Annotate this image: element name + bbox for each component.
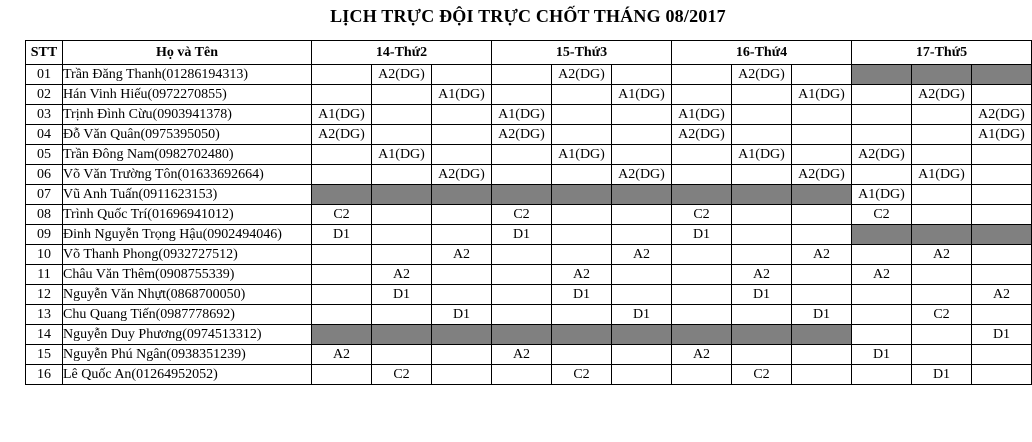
duty-cell[interactable] <box>972 365 1032 385</box>
duty-cell[interactable]: A2(DG) <box>912 85 972 105</box>
duty-cell[interactable] <box>792 225 852 245</box>
row-stt: 13 <box>26 305 63 325</box>
duty-schedule-table <box>25 40 1032 385</box>
row-stt: 15 <box>26 345 63 365</box>
row-stt: 10 <box>26 245 63 265</box>
table-row[interactable] <box>26 345 1032 365</box>
duty-cell[interactable] <box>912 125 972 145</box>
duty-cell[interactable]: C2 <box>732 365 792 385</box>
duty-cell[interactable]: C2 <box>372 365 432 385</box>
duty-cell[interactable] <box>612 105 672 125</box>
duty-cell[interactable]: C2 <box>312 205 372 225</box>
duty-cell[interactable]: A2 <box>672 345 732 365</box>
duty-cell[interactable] <box>672 365 732 385</box>
duty-cell[interactable] <box>612 205 672 225</box>
table-row[interactable] <box>26 325 1032 345</box>
duty-cell[interactable]: A1(DG) <box>672 105 732 125</box>
duty-cell[interactable] <box>432 345 492 365</box>
duty-cell[interactable] <box>492 305 552 325</box>
duty-cell[interactable] <box>612 145 672 165</box>
shaded-cell[interactable] <box>732 325 792 345</box>
shaded-cell[interactable] <box>612 325 672 345</box>
duty-cell[interactable] <box>552 245 612 265</box>
duty-cell[interactable]: C2 <box>852 205 912 225</box>
duty-cell[interactable] <box>492 365 552 385</box>
duty-cell[interactable] <box>972 145 1032 165</box>
duty-cell[interactable]: A2(DG) <box>972 105 1032 125</box>
duty-cell[interactable]: D1 <box>372 285 432 305</box>
duty-cell[interactable] <box>732 165 792 185</box>
duty-cell[interactable]: D1 <box>792 305 852 325</box>
duty-cell[interactable]: A1(DG) <box>432 85 492 105</box>
row-name: Lê Quốc An(01264952052) <box>63 365 312 385</box>
duty-cell[interactable]: A2 <box>372 265 432 285</box>
duty-cell[interactable]: A1(DG) <box>792 85 852 105</box>
shaded-cell[interactable] <box>732 185 792 205</box>
row-name: Châu Văn Thêm(0908755339) <box>63 265 312 285</box>
row-stt: 11 <box>26 265 63 285</box>
shaded-cell[interactable] <box>312 325 372 345</box>
duty-cell[interactable]: A2(DG) <box>312 125 372 145</box>
duty-cell[interactable] <box>432 365 492 385</box>
duty-cell[interactable] <box>732 345 792 365</box>
shaded-cell[interactable] <box>852 65 912 85</box>
duty-cell[interactable] <box>552 165 612 185</box>
duty-cell[interactable] <box>552 205 612 225</box>
duty-cell[interactable] <box>492 265 552 285</box>
table-row[interactable] <box>26 65 1032 85</box>
duty-cell[interactable] <box>672 285 732 305</box>
duty-cell[interactable] <box>912 325 972 345</box>
schedule-body <box>26 65 1032 385</box>
duty-cell[interactable]: C2 <box>492 205 552 225</box>
duty-cell[interactable] <box>312 265 372 285</box>
row-name: Trịnh Đình Cừu(0903941378) <box>63 105 312 125</box>
duty-cell[interactable] <box>372 125 432 145</box>
duty-cell[interactable] <box>672 305 732 325</box>
duty-cell[interactable] <box>792 345 852 365</box>
duty-cell[interactable] <box>552 345 612 365</box>
duty-cell[interactable] <box>432 285 492 305</box>
duty-cell[interactable]: D1 <box>312 225 372 245</box>
row-name: Trần Đông Nam(0982702480) <box>63 145 312 165</box>
shaded-cell[interactable] <box>372 185 432 205</box>
row-name: Hán Vinh Hiếu(0972270855) <box>63 85 312 105</box>
table-row[interactable] <box>26 105 1032 125</box>
duty-cell[interactable]: A1(DG) <box>972 125 1032 145</box>
duty-cell[interactable]: C2 <box>552 365 612 385</box>
row-name: Vũ Anh Tuấn(0911623153) <box>63 185 312 205</box>
shaded-cell[interactable] <box>492 185 552 205</box>
duty-cell[interactable] <box>732 85 792 105</box>
duty-cell[interactable]: D1 <box>912 365 972 385</box>
page-title: LỊCH TRỰC ĐỘI TRỰC CHỐT THÁNG 08/2017 <box>330 6 726 26</box>
shaded-cell[interactable] <box>372 325 432 345</box>
duty-cell[interactable] <box>672 85 732 105</box>
duty-cell[interactable]: A2 <box>792 245 852 265</box>
shaded-cell[interactable] <box>972 65 1032 85</box>
duty-cell[interactable]: A2(DG) <box>672 125 732 145</box>
table-row[interactable] <box>26 145 1032 165</box>
duty-cell[interactable] <box>372 105 432 125</box>
duty-cell[interactable] <box>432 145 492 165</box>
shaded-cell[interactable] <box>672 325 732 345</box>
duty-cell[interactable]: A1(DG) <box>552 145 612 165</box>
duty-cell[interactable] <box>672 245 732 265</box>
duty-cell[interactable] <box>972 165 1032 185</box>
row-stt: 16 <box>26 365 63 385</box>
table-row[interactable] <box>26 365 1032 385</box>
duty-cell[interactable]: A2(DG) <box>852 145 912 165</box>
table-row[interactable] <box>26 285 1032 305</box>
shaded-cell[interactable] <box>852 225 912 245</box>
duty-cell[interactable] <box>432 105 492 125</box>
duty-cell[interactable] <box>912 285 972 305</box>
duty-cell[interactable] <box>972 205 1032 225</box>
duty-cell[interactable] <box>852 305 912 325</box>
row-name: Nguyễn Phú Ngân(0938351239) <box>63 345 312 365</box>
shaded-cell[interactable] <box>552 185 612 205</box>
table-row[interactable] <box>26 205 1032 225</box>
duty-cell[interactable]: A1(DG) <box>372 145 432 165</box>
duty-cell[interactable] <box>312 285 372 305</box>
duty-cell[interactable] <box>852 125 912 145</box>
duty-cell[interactable]: D1 <box>732 285 792 305</box>
duty-cell[interactable] <box>492 165 552 185</box>
row-stt: 01 <box>26 65 63 85</box>
duty-cell[interactable] <box>972 245 1032 265</box>
duty-cell[interactable] <box>972 345 1032 365</box>
duty-cell[interactable] <box>432 225 492 245</box>
duty-cell[interactable] <box>912 105 972 125</box>
shaded-cell[interactable] <box>912 225 972 245</box>
duty-cell[interactable]: A1(DG) <box>312 105 372 125</box>
shaded-cell[interactable] <box>792 325 852 345</box>
shaded-cell[interactable] <box>612 185 672 205</box>
duty-cell[interactable] <box>972 85 1032 105</box>
duty-cell[interactable] <box>312 365 372 385</box>
row-stt: 03 <box>26 105 63 125</box>
shaded-cell[interactable] <box>912 65 972 85</box>
duty-cell[interactable] <box>912 185 972 205</box>
row-name: Trần Đăng Thanh(01286194313) <box>63 65 312 85</box>
row-stt: 06 <box>26 165 63 185</box>
duty-cell[interactable] <box>612 225 672 245</box>
duty-cell[interactable] <box>612 125 672 145</box>
duty-cell[interactable] <box>612 285 672 305</box>
duty-cell[interactable] <box>372 165 432 185</box>
shaded-cell[interactable] <box>792 185 852 205</box>
header-day-4: 17-Thứ5 <box>852 41 1032 65</box>
duty-cell[interactable]: A2 <box>852 265 912 285</box>
duty-cell[interactable] <box>492 285 552 305</box>
shaded-cell[interactable] <box>492 325 552 345</box>
duty-cell[interactable]: A2 <box>492 345 552 365</box>
duty-cell[interactable] <box>852 285 912 305</box>
duty-cell[interactable] <box>672 165 732 185</box>
duty-cell[interactable] <box>852 165 912 185</box>
duty-cell[interactable] <box>552 225 612 245</box>
duty-cell[interactable] <box>492 145 552 165</box>
duty-cell[interactable]: A2 <box>912 245 972 265</box>
duty-cell[interactable]: A2 <box>552 265 612 285</box>
duty-cell[interactable]: D1 <box>432 305 492 325</box>
table-row[interactable] <box>26 225 1032 245</box>
duty-cell[interactable] <box>732 125 792 145</box>
duty-cell[interactable] <box>732 205 792 225</box>
duty-cell[interactable] <box>912 145 972 165</box>
duty-cell[interactable] <box>672 145 732 165</box>
duty-cell[interactable] <box>552 85 612 105</box>
duty-cell[interactable] <box>612 265 672 285</box>
row-stt: 07 <box>26 185 63 205</box>
header-day-1: 14-Thứ2 <box>312 41 492 65</box>
duty-cell[interactable] <box>972 185 1032 205</box>
duty-cell[interactable]: A1(DG) <box>732 145 792 165</box>
shaded-cell[interactable] <box>312 185 372 205</box>
duty-cell[interactable] <box>852 365 912 385</box>
table-row[interactable] <box>26 245 1032 265</box>
duty-cell[interactable]: D1 <box>492 225 552 245</box>
shaded-cell[interactable] <box>972 225 1032 245</box>
duty-cell[interactable]: D1 <box>852 345 912 365</box>
row-stt: 04 <box>26 125 63 145</box>
row-stt: 08 <box>26 205 63 225</box>
row-name: Chu Quang Tiến(0987778692) <box>63 305 312 325</box>
duty-cell[interactable]: D1 <box>552 285 612 305</box>
duty-cell[interactable] <box>792 365 852 385</box>
duty-cell[interactable]: A2(DG) <box>492 125 552 145</box>
duty-cell[interactable] <box>972 265 1032 285</box>
row-stt: 09 <box>26 225 63 245</box>
duty-cell[interactable]: A1(DG) <box>612 85 672 105</box>
duty-cell[interactable]: C2 <box>912 305 972 325</box>
duty-cell[interactable]: A2(DG) <box>372 65 432 85</box>
duty-cell[interactable] <box>312 65 372 85</box>
duty-cell[interactable] <box>432 65 492 85</box>
row-name: Đinh Nguyễn Trọng Hậu(0902494046) <box>63 225 312 245</box>
row-stt: 14 <box>26 325 63 345</box>
duty-cell[interactable] <box>372 345 432 365</box>
duty-cell[interactable]: A2 <box>312 345 372 365</box>
duty-cell[interactable] <box>852 105 912 125</box>
duty-cell[interactable] <box>792 285 852 305</box>
duty-cell[interactable] <box>792 145 852 165</box>
duty-cell[interactable]: A2(DG) <box>732 65 792 85</box>
duty-cell[interactable]: A1(DG) <box>912 165 972 185</box>
row-name: Đỗ Văn Quân(0975395050) <box>63 125 312 145</box>
duty-cell[interactable]: A2 <box>732 265 792 285</box>
duty-cell[interactable] <box>612 65 672 85</box>
row-stt: 05 <box>26 145 63 165</box>
duty-cell[interactable] <box>912 345 972 365</box>
duty-cell[interactable] <box>672 265 732 285</box>
header-row <box>26 41 1032 65</box>
duty-cell[interactable] <box>612 365 672 385</box>
duty-cell[interactable] <box>492 245 552 265</box>
shaded-cell[interactable] <box>432 185 492 205</box>
header-day-2: 15-Thứ3 <box>492 41 672 65</box>
duty-cell[interactable] <box>732 305 792 325</box>
row-name: Võ Văn Trường Tôn(01633692664) <box>63 165 312 185</box>
duty-cell[interactable]: A2(DG) <box>792 165 852 185</box>
duty-cell[interactable] <box>552 305 612 325</box>
row-stt: 02 <box>26 85 63 105</box>
duty-cell[interactable]: C2 <box>672 205 732 225</box>
duty-cell[interactable] <box>792 205 852 225</box>
table-row[interactable] <box>26 185 1032 205</box>
duty-cell[interactable] <box>792 265 852 285</box>
duty-cell[interactable]: D1 <box>972 325 1032 345</box>
duty-cell[interactable]: A2 <box>972 285 1032 305</box>
duty-cell[interactable] <box>312 85 372 105</box>
table-row[interactable] <box>26 305 1032 325</box>
duty-cell[interactable]: D1 <box>612 305 672 325</box>
table-row[interactable] <box>26 85 1032 105</box>
row-name: Võ Thanh Phong(0932727512) <box>63 245 312 265</box>
duty-cell[interactable]: A2 <box>612 245 672 265</box>
header-name: Họ và Tên <box>63 41 312 65</box>
duty-cell[interactable] <box>372 85 432 105</box>
table-row[interactable] <box>26 265 1032 285</box>
duty-cell[interactable] <box>732 225 792 245</box>
duty-cell[interactable]: D1 <box>672 225 732 245</box>
duty-cell[interactable] <box>312 305 372 325</box>
duty-cell[interactable] <box>732 105 792 125</box>
duty-cell[interactable] <box>372 205 432 225</box>
duty-cell[interactable] <box>852 245 912 265</box>
header-day-3: 16-Thứ4 <box>672 41 852 65</box>
table-row[interactable] <box>26 125 1032 145</box>
header-stt: STT <box>26 41 63 65</box>
duty-cell[interactable]: A1(DG) <box>492 105 552 125</box>
duty-cell[interactable] <box>972 305 1032 325</box>
duty-cell[interactable] <box>372 225 432 245</box>
duty-cell[interactable] <box>852 85 912 105</box>
duty-cell[interactable] <box>312 145 372 165</box>
duty-cell[interactable] <box>792 125 852 145</box>
duty-cell[interactable] <box>912 265 972 285</box>
duty-cell[interactable]: A2 <box>432 245 492 265</box>
duty-cell[interactable] <box>672 65 732 85</box>
duty-cell[interactable]: A2(DG) <box>432 165 492 185</box>
duty-cell[interactable] <box>372 245 432 265</box>
duty-cell[interactable]: A1(DG) <box>852 185 912 205</box>
duty-cell[interactable] <box>732 245 792 265</box>
row-name: Nguyễn Duy Phương(0974513312) <box>63 325 312 345</box>
duty-cell[interactable] <box>492 85 552 105</box>
duty-cell[interactable] <box>432 205 492 225</box>
row-stt: 12 <box>26 285 63 305</box>
duty-cell[interactable] <box>912 205 972 225</box>
shaded-cell[interactable] <box>672 185 732 205</box>
duty-cell[interactable] <box>852 325 912 345</box>
duty-cell[interactable] <box>372 305 432 325</box>
row-name: Trình Quốc Trí(01696941012) <box>63 205 312 225</box>
duty-cell[interactable] <box>612 345 672 365</box>
duty-cell[interactable] <box>792 105 852 125</box>
duty-cell[interactable] <box>492 65 552 85</box>
row-name: Nguyễn Văn Nhựt(0868700050) <box>63 285 312 305</box>
duty-cell[interactable] <box>552 125 612 145</box>
duty-cell[interactable] <box>312 245 372 265</box>
table-row[interactable] <box>26 165 1032 185</box>
duty-cell[interactable] <box>312 165 372 185</box>
shaded-cell[interactable] <box>432 325 492 345</box>
duty-cell[interactable] <box>432 265 492 285</box>
duty-cell[interactable] <box>552 105 612 125</box>
duty-cell[interactable] <box>432 125 492 145</box>
duty-cell[interactable] <box>792 65 852 85</box>
shaded-cell[interactable] <box>552 325 612 345</box>
duty-cell[interactable]: A2(DG) <box>552 65 612 85</box>
duty-cell[interactable]: A2(DG) <box>612 165 672 185</box>
